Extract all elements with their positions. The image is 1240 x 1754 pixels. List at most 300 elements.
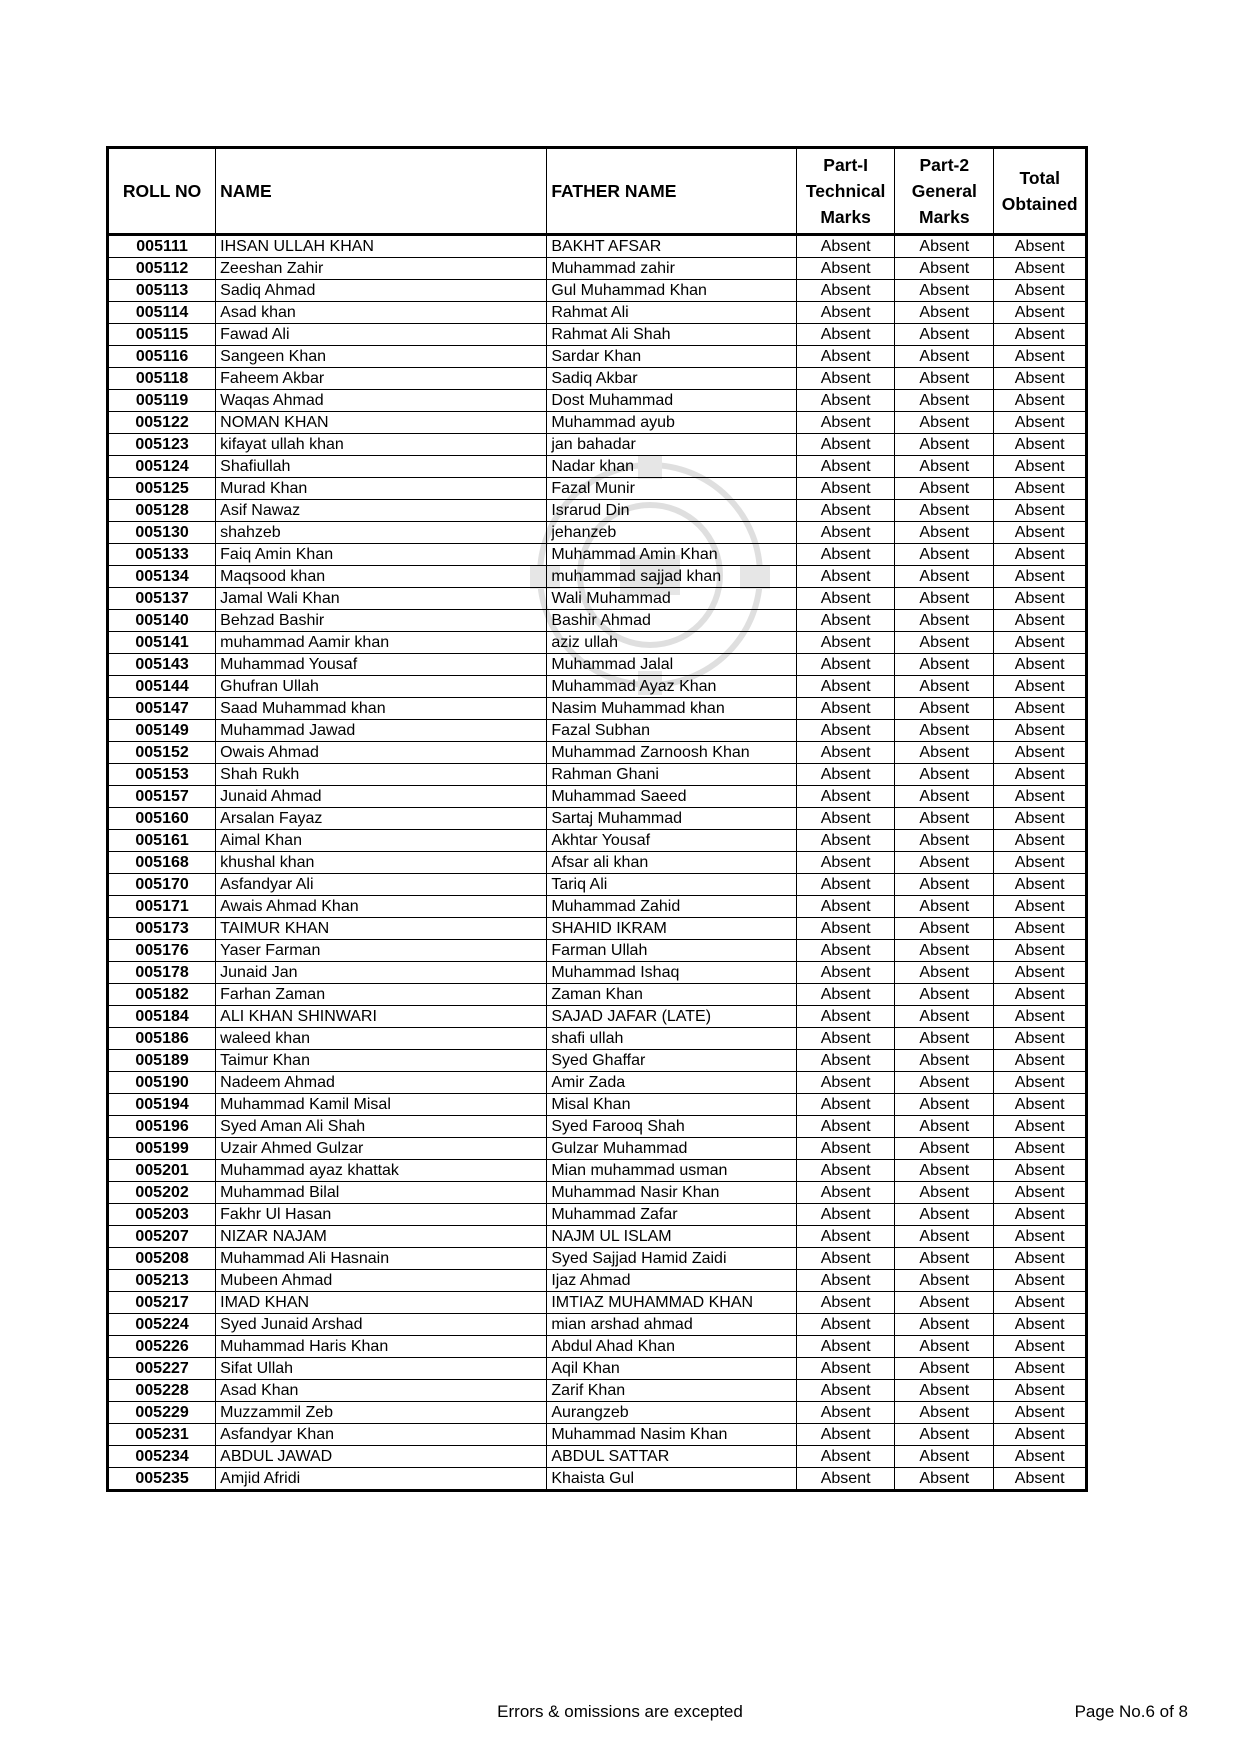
roll-no-cell: 005190: [108, 1072, 216, 1094]
part1-marks-cell: Absent: [797, 1248, 895, 1270]
table-row: [108, 1424, 1087, 1446]
table-row: [108, 566, 1087, 588]
father-name-cell: mian arshad ahmad: [547, 1314, 797, 1336]
part1-marks-cell: Absent: [797, 235, 895, 258]
total-obtained-cell: Absent: [994, 984, 1087, 1006]
part2-marks-cell: Absent: [895, 1292, 994, 1314]
total-obtained-cell: Absent: [994, 1270, 1087, 1292]
roll-no-cell: 005194: [108, 1094, 216, 1116]
total-obtained-cell: Absent: [994, 280, 1087, 302]
total-obtained-cell: Absent: [994, 235, 1087, 258]
table-row: [108, 1204, 1087, 1226]
father-name-cell: Farman Ullah: [547, 940, 797, 962]
name-cell: Muzzammil Zeb: [216, 1402, 547, 1424]
father-name-cell: Abdul Ahad Khan: [547, 1336, 797, 1358]
roll-no-cell: 005217: [108, 1292, 216, 1314]
father-name-cell: Dost Muhammad: [547, 390, 797, 412]
part2-marks-cell: Absent: [895, 1006, 994, 1028]
father-name-cell: jan bahadar: [547, 434, 797, 456]
part2-marks-cell: Absent: [895, 1336, 994, 1358]
part2-marks-cell: Absent: [895, 742, 994, 764]
table-row: [108, 258, 1087, 280]
roll-no-cell: 005128: [108, 500, 216, 522]
father-name-cell: jehanzeb: [547, 522, 797, 544]
father-name-cell: Zaman Khan: [547, 984, 797, 1006]
table-row: [108, 1138, 1087, 1160]
roll-no-cell: 005144: [108, 676, 216, 698]
header-row: [108, 148, 1087, 235]
part2-marks-cell: Absent: [895, 1248, 994, 1270]
table-row: [108, 676, 1087, 698]
table-row: [108, 786, 1087, 808]
part1-marks-cell: Absent: [797, 874, 895, 896]
total-obtained-cell: Absent: [994, 456, 1087, 478]
part1-marks-cell: Absent: [797, 1380, 895, 1402]
part2-marks-cell: Absent: [895, 456, 994, 478]
part1-marks-cell: Absent: [797, 1468, 895, 1491]
part2-marks-cell: Absent: [895, 654, 994, 676]
table-row: [108, 896, 1087, 918]
part1-marks-cell: Absent: [797, 896, 895, 918]
father-name-cell: Nadar khan: [547, 456, 797, 478]
name-cell: Saad Muhammad khan: [216, 698, 547, 720]
father-name-cell: ABDUL SATTAR: [547, 1446, 797, 1468]
table-row: [108, 1160, 1087, 1182]
part2-marks-cell: Absent: [895, 566, 994, 588]
part2-marks-cell: Absent: [895, 786, 994, 808]
total-obtained-cell: Absent: [994, 1402, 1087, 1424]
part2-marks-cell: Absent: [895, 1358, 994, 1380]
total-obtained-cell: Absent: [994, 412, 1087, 434]
father-name-cell: Muhammad Nasim Khan: [547, 1424, 797, 1446]
roll-no-cell: 005202: [108, 1182, 216, 1204]
part2-marks-cell: Absent: [895, 1050, 994, 1072]
table-row: [108, 390, 1087, 412]
roll-no-cell: 005141: [108, 632, 216, 654]
name-cell: Syed Aman Ali Shah: [216, 1116, 547, 1138]
part1-marks-cell: Absent: [797, 1182, 895, 1204]
part1-marks-cell: Absent: [797, 1336, 895, 1358]
name-cell: khushal khan: [216, 852, 547, 874]
table-row: [108, 478, 1087, 500]
roll-no-cell: 005161: [108, 830, 216, 852]
total-obtained-cell: Absent: [994, 1336, 1087, 1358]
name-cell: Fawad Ali: [216, 324, 547, 346]
father-name-cell: Gul Muhammad Khan: [547, 280, 797, 302]
roll-no-cell: 005224: [108, 1314, 216, 1336]
part2-marks-cell: Absent: [895, 874, 994, 896]
name-cell: Syed Junaid Arshad: [216, 1314, 547, 1336]
name-cell: Mubeen Ahmad: [216, 1270, 547, 1292]
roll-no-cell: 005189: [108, 1050, 216, 1072]
table-row: [108, 368, 1087, 390]
roll-no-cell: 005111: [108, 235, 216, 258]
part2-marks-cell: Absent: [895, 412, 994, 434]
part1-marks-cell: Absent: [797, 764, 895, 786]
table-row: [108, 324, 1087, 346]
part2-marks-cell: Absent: [895, 522, 994, 544]
total-obtained-cell: Absent: [994, 1314, 1087, 1336]
total-obtained-cell: Absent: [994, 742, 1087, 764]
father-name-cell: Ijaz Ahmad: [547, 1270, 797, 1292]
total-obtained-cell: Absent: [994, 566, 1087, 588]
header-father-name: FATHER NAME: [547, 148, 797, 235]
name-cell: Waqas Ahmad: [216, 390, 547, 412]
table-row: [108, 918, 1087, 940]
total-obtained-cell: Absent: [994, 588, 1087, 610]
part2-marks-cell: Absent: [895, 808, 994, 830]
table-row: [108, 280, 1087, 302]
part2-marks-cell: Absent: [895, 632, 994, 654]
part2-marks-cell: Absent: [895, 1182, 994, 1204]
father-name-cell: Wali Muhammad: [547, 588, 797, 610]
name-cell: ALI KHAN SHINWARI: [216, 1006, 547, 1028]
table-row: [108, 1248, 1087, 1270]
father-name-cell: Muhammad Saeed: [547, 786, 797, 808]
part1-marks-cell: Absent: [797, 918, 895, 940]
father-name-cell: Muhammad Amin Khan: [547, 544, 797, 566]
table-row: [108, 456, 1087, 478]
part1-marks-cell: Absent: [797, 962, 895, 984]
name-cell: Owais Ahmad: [216, 742, 547, 764]
name-cell: shahzeb: [216, 522, 547, 544]
total-obtained-cell: Absent: [994, 676, 1087, 698]
table-row: [108, 1006, 1087, 1028]
roll-no-cell: 005168: [108, 852, 216, 874]
father-name-cell: Sartaj Muhammad: [547, 808, 797, 830]
part1-marks-cell: Absent: [797, 390, 895, 412]
total-obtained-cell: Absent: [994, 324, 1087, 346]
part2-marks-cell: Absent: [895, 676, 994, 698]
part2-marks-cell: Absent: [895, 1270, 994, 1292]
roll-no-cell: 005207: [108, 1226, 216, 1248]
name-cell: Shafiullah: [216, 456, 547, 478]
part2-marks-cell: Absent: [895, 1138, 994, 1160]
father-name-cell: Fazal Munir: [547, 478, 797, 500]
table-row: [108, 610, 1087, 632]
total-obtained-cell: Absent: [994, 1182, 1087, 1204]
name-cell: Faheem Akbar: [216, 368, 547, 390]
table-row: [108, 1028, 1087, 1050]
name-cell: Muhammad Jawad: [216, 720, 547, 742]
name-cell: Muhammad Haris Khan: [216, 1336, 547, 1358]
table-row: [108, 1072, 1087, 1094]
father-name-cell: Muhammad Zafar: [547, 1204, 797, 1226]
name-cell: Jamal Wali Khan: [216, 588, 547, 610]
father-name-cell: Gulzar Muhammad: [547, 1138, 797, 1160]
total-obtained-cell: Absent: [994, 478, 1087, 500]
part1-marks-cell: Absent: [797, 676, 895, 698]
results-body: [108, 235, 1087, 1491]
name-cell: Sifat Ullah: [216, 1358, 547, 1380]
roll-no-cell: 005229: [108, 1402, 216, 1424]
total-obtained-cell: Absent: [994, 1160, 1087, 1182]
part2-marks-cell: Absent: [895, 324, 994, 346]
roll-no-cell: 005137: [108, 588, 216, 610]
part1-marks-cell: Absent: [797, 1204, 895, 1226]
part1-marks-cell: Absent: [797, 1116, 895, 1138]
name-cell: Junaid Jan: [216, 962, 547, 984]
total-obtained-cell: Absent: [994, 1248, 1087, 1270]
name-cell: Murad Khan: [216, 478, 547, 500]
total-obtained-cell: Absent: [994, 1050, 1087, 1072]
part2-marks-cell: Absent: [895, 1094, 994, 1116]
part1-marks-cell: Absent: [797, 1028, 895, 1050]
total-obtained-cell: Absent: [994, 1358, 1087, 1380]
part2-marks-cell: Absent: [895, 1380, 994, 1402]
table-row: [108, 654, 1087, 676]
father-name-cell: Fazal Subhan: [547, 720, 797, 742]
table-row: [108, 764, 1087, 786]
father-name-cell: Sadiq Akbar: [547, 368, 797, 390]
father-name-cell: Mian muhammad usman: [547, 1160, 797, 1182]
part2-marks-cell: Absent: [895, 258, 994, 280]
total-obtained-cell: Absent: [994, 544, 1087, 566]
part2-marks-cell: Absent: [895, 368, 994, 390]
table-row: [108, 1358, 1087, 1380]
part1-marks-cell: Absent: [797, 522, 895, 544]
father-name-cell: Syed Sajjad Hamid Zaidi: [547, 1248, 797, 1270]
total-obtained-cell: Absent: [994, 1424, 1087, 1446]
table-row: [108, 874, 1087, 896]
name-cell: Zeeshan Zahir: [216, 258, 547, 280]
name-cell: Taimur Khan: [216, 1050, 547, 1072]
name-cell: Asif Nawaz: [216, 500, 547, 522]
part2-marks-cell: Absent: [895, 544, 994, 566]
part1-marks-cell: Absent: [797, 412, 895, 434]
name-cell: Muhammad Kamil Misal: [216, 1094, 547, 1116]
part2-marks-cell: Absent: [895, 1116, 994, 1138]
part1-marks-cell: Absent: [797, 456, 895, 478]
part1-marks-cell: Absent: [797, 1424, 895, 1446]
roll-no-cell: 005184: [108, 1006, 216, 1028]
part1-marks-cell: Absent: [797, 1072, 895, 1094]
part2-marks-cell: Absent: [895, 1028, 994, 1050]
total-obtained-cell: Absent: [994, 1138, 1087, 1160]
roll-no-cell: 005140: [108, 610, 216, 632]
roll-no-cell: 005196: [108, 1116, 216, 1138]
name-cell: Ghufran Ullah: [216, 676, 547, 698]
roll-no-cell: 005123: [108, 434, 216, 456]
roll-no-cell: 005203: [108, 1204, 216, 1226]
name-cell: Awais Ahmad Khan: [216, 896, 547, 918]
father-name-cell: Muhammad Nasir Khan: [547, 1182, 797, 1204]
table-row: [108, 1446, 1087, 1468]
total-obtained-cell: Absent: [994, 1028, 1087, 1050]
father-name-cell: Nasim Muhammad khan: [547, 698, 797, 720]
roll-no-cell: 005235: [108, 1468, 216, 1491]
name-cell: ABDUL JAWAD: [216, 1446, 547, 1468]
part1-marks-cell: Absent: [797, 1226, 895, 1248]
father-name-cell: Afsar ali khan: [547, 852, 797, 874]
father-name-cell: Syed Ghaffar: [547, 1050, 797, 1072]
total-obtained-cell: Absent: [994, 962, 1087, 984]
part2-marks-cell: Absent: [895, 764, 994, 786]
roll-no-cell: 005160: [108, 808, 216, 830]
table-row: [108, 1094, 1087, 1116]
total-obtained-cell: Absent: [994, 368, 1087, 390]
roll-no-cell: 005134: [108, 566, 216, 588]
father-name-cell: Muhammad Ayaz Khan: [547, 676, 797, 698]
father-name-cell: Sardar Khan: [547, 346, 797, 368]
name-cell: kifayat ullah khan: [216, 434, 547, 456]
father-name-cell: Syed Farooq Shah: [547, 1116, 797, 1138]
name-cell: Asfandyar Khan: [216, 1424, 547, 1446]
name-cell: Arsalan Fayaz: [216, 808, 547, 830]
part2-marks-cell: Absent: [895, 280, 994, 302]
page-number: Page No.6 of 8: [1074, 1702, 1188, 1721]
roll-no-cell: 005170: [108, 874, 216, 896]
part1-marks-cell: Absent: [797, 830, 895, 852]
table-row: [108, 544, 1087, 566]
table-row: [108, 1314, 1087, 1336]
table-row: [108, 235, 1087, 258]
name-cell: muhammad Aamir khan: [216, 632, 547, 654]
father-name-cell: Zarif Khan: [547, 1380, 797, 1402]
table-row: [108, 698, 1087, 720]
part1-marks-cell: Absent: [797, 1314, 895, 1336]
father-name-cell: Rahman Ghani: [547, 764, 797, 786]
part2-marks-cell: Absent: [895, 1468, 994, 1491]
table-row: [108, 962, 1087, 984]
name-cell: IMAD KHAN: [216, 1292, 547, 1314]
roll-no-cell: 005173: [108, 918, 216, 940]
part2-marks-cell: Absent: [895, 434, 994, 456]
total-obtained-cell: Absent: [994, 1446, 1087, 1468]
part2-marks-cell: Absent: [895, 500, 994, 522]
father-name-cell: aziz ullah: [547, 632, 797, 654]
roll-no-cell: 005119: [108, 390, 216, 412]
father-name-cell: muhammad sajjad khan: [547, 566, 797, 588]
part1-marks-cell: Absent: [797, 1270, 895, 1292]
father-name-cell: BAKHT AFSAR: [547, 235, 797, 258]
roll-no-cell: 005125: [108, 478, 216, 500]
part2-marks-cell: Absent: [895, 830, 994, 852]
part2-marks-cell: Absent: [895, 1160, 994, 1182]
roll-no-cell: 005178: [108, 962, 216, 984]
roll-no-cell: 005208: [108, 1248, 216, 1270]
total-obtained-cell: Absent: [994, 1226, 1087, 1248]
father-name-cell: SHAHID IKRAM: [547, 918, 797, 940]
total-obtained-cell: Absent: [994, 786, 1087, 808]
part1-marks-cell: Absent: [797, 742, 895, 764]
roll-no-cell: 005149: [108, 720, 216, 742]
total-obtained-cell: Absent: [994, 500, 1087, 522]
total-obtained-cell: Absent: [994, 654, 1087, 676]
roll-no-cell: 005227: [108, 1358, 216, 1380]
roll-no-cell: 005231: [108, 1424, 216, 1446]
part1-marks-cell: Absent: [797, 698, 895, 720]
name-cell: Muhammad Yousaf: [216, 654, 547, 676]
part2-marks-cell: Absent: [895, 1446, 994, 1468]
total-obtained-cell: Absent: [994, 1116, 1087, 1138]
part1-marks-cell: Absent: [797, 632, 895, 654]
table-row: [108, 852, 1087, 874]
table-row: [108, 500, 1087, 522]
roll-no-cell: 005186: [108, 1028, 216, 1050]
name-cell: TAIMUR KHAN: [216, 918, 547, 940]
father-name-cell: Misal Khan: [547, 1094, 797, 1116]
part1-marks-cell: Absent: [797, 566, 895, 588]
table-row: [108, 984, 1087, 1006]
part2-marks-cell: Absent: [895, 235, 994, 258]
table-row: [108, 1270, 1087, 1292]
father-name-cell: Aurangzeb: [547, 1402, 797, 1424]
part2-marks-cell: Absent: [895, 896, 994, 918]
part1-marks-cell: Absent: [797, 786, 895, 808]
part2-marks-cell: Absent: [895, 302, 994, 324]
roll-no-cell: 005213: [108, 1270, 216, 1292]
name-cell: Behzad Bashir: [216, 610, 547, 632]
part1-marks-cell: Absent: [797, 1292, 895, 1314]
roll-no-cell: 005153: [108, 764, 216, 786]
total-obtained-cell: Absent: [994, 808, 1087, 830]
roll-no-cell: 005199: [108, 1138, 216, 1160]
roll-no-cell: 005201: [108, 1160, 216, 1182]
total-obtained-cell: Absent: [994, 852, 1087, 874]
roll-no-cell: 005122: [108, 412, 216, 434]
part1-marks-cell: Absent: [797, 1050, 895, 1072]
part1-marks-cell: Absent: [797, 1006, 895, 1028]
name-cell: Shah Rukh: [216, 764, 547, 786]
table-row: [108, 1050, 1087, 1072]
part1-marks-cell: Absent: [797, 610, 895, 632]
part2-marks-cell: Absent: [895, 698, 994, 720]
roll-no-cell: 005115: [108, 324, 216, 346]
father-name-cell: Bashir Ahmad: [547, 610, 797, 632]
name-cell: Farhan Zaman: [216, 984, 547, 1006]
roll-no-cell: 005152: [108, 742, 216, 764]
part1-marks-cell: Absent: [797, 324, 895, 346]
part1-marks-cell: Absent: [797, 280, 895, 302]
roll-no-cell: 005171: [108, 896, 216, 918]
footer-note: Errors & omissions are excepted: [497, 1702, 743, 1721]
roll-no-cell: 005176: [108, 940, 216, 962]
table-row: [108, 1182, 1087, 1204]
total-obtained-cell: Absent: [994, 434, 1087, 456]
table-row: [108, 302, 1087, 324]
table-row: [108, 346, 1087, 368]
name-cell: Uzair Ahmed Gulzar: [216, 1138, 547, 1160]
father-name-cell: Muhammad Zarnoosh Khan: [547, 742, 797, 764]
part2-marks-cell: Absent: [895, 1226, 994, 1248]
part2-marks-cell: Absent: [895, 346, 994, 368]
part1-marks-cell: Absent: [797, 808, 895, 830]
name-cell: Muhammad ayaz khattak: [216, 1160, 547, 1182]
roll-no-cell: 005118: [108, 368, 216, 390]
name-cell: Maqsood khan: [216, 566, 547, 588]
total-obtained-cell: Absent: [994, 720, 1087, 742]
name-cell: Nadeem Ahmad: [216, 1072, 547, 1094]
table-row: [108, 412, 1087, 434]
part2-marks-cell: Absent: [895, 852, 994, 874]
table-row: [108, 830, 1087, 852]
part1-marks-cell: Absent: [797, 544, 895, 566]
part2-marks-cell: Absent: [895, 918, 994, 940]
name-cell: Asfandyar Ali: [216, 874, 547, 896]
father-name-cell: Muhammad Jalal: [547, 654, 797, 676]
part1-marks-cell: Absent: [797, 1138, 895, 1160]
name-cell: waleed khan: [216, 1028, 547, 1050]
roll-no-cell: 005112: [108, 258, 216, 280]
father-name-cell: Muhammad Ishaq: [547, 962, 797, 984]
total-obtained-cell: Absent: [994, 1006, 1087, 1028]
header-name: NAME: [216, 148, 547, 235]
part1-marks-cell: Absent: [797, 500, 895, 522]
father-name-cell: Rahmat Ali: [547, 302, 797, 324]
total-obtained-cell: Absent: [994, 302, 1087, 324]
table-row: [108, 720, 1087, 742]
